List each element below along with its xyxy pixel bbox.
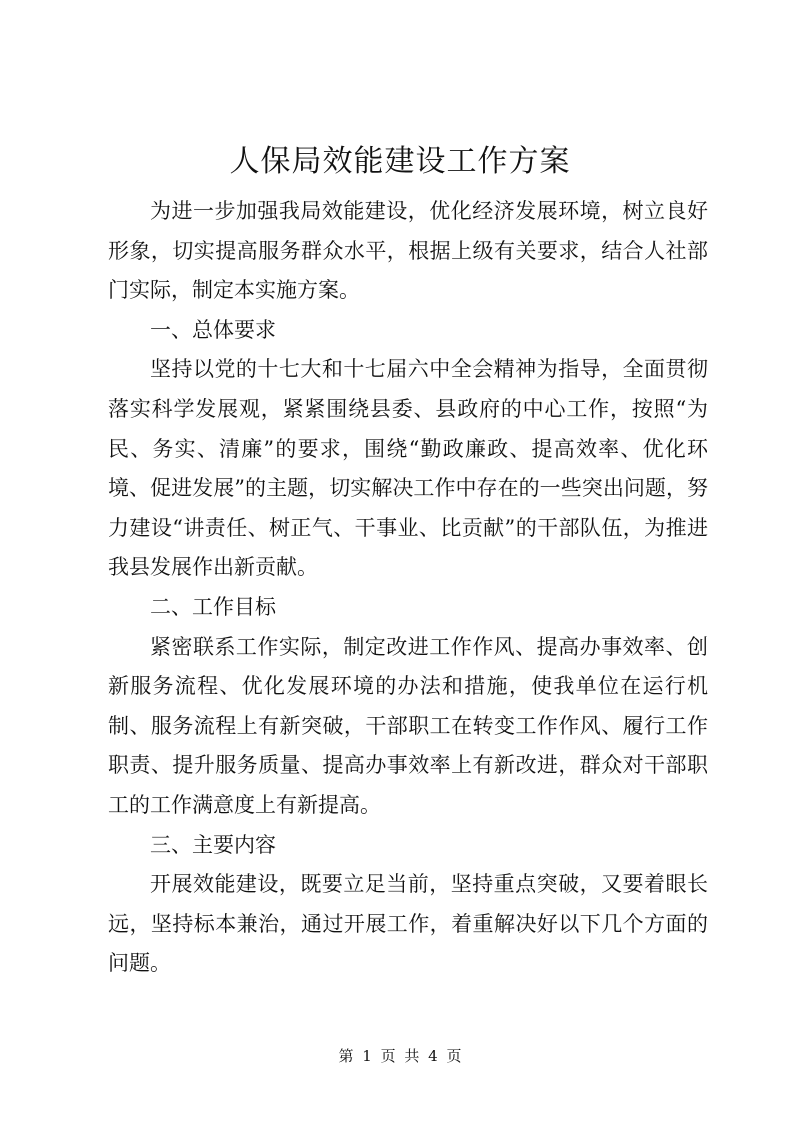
section-heading-general-requirements: 一、总体要求 bbox=[150, 317, 276, 342]
paragraph-intro: 为进一步加强我局效能建设，优化经济发展环境，树立良好形象，切实提高服务群众水平，根据上级有关要求，结合人社部门实际，制定本实施方案。 bbox=[108, 199, 708, 303]
paragraph-work-goals: 紧密联系工作实际，制定改进工作作风、提高办事效率、创新服务流程、优化发展环境的办法和措施，使我单位在运行机制、服务流程上有新突破，干部职工在转变工作作风、履行工作职责、提升服务质量、提高办事效率上有新改进，群众对干部职工的工作满意度上有新提高。 bbox=[108, 634, 708, 817]
document-title: 人保局效能建设工作方案 bbox=[229, 144, 571, 179]
paragraph-general-requirements: 坚持以党的十七大和十七届六中全会精神为指导，全面贯彻落实科学发展观，紧紧围绕县委、县政府的中心工作，按照“为民、务实、清廉”的要求，围绕“勤政廉政、提高效率、优化环境、促进发展”的主题，切实解决工作中存在的一些突出问题，努力建设“讲责任、树正气、干事业、比贡献”的干部队伍，为推进我县发展作出新贡献。 bbox=[108, 357, 708, 580]
page-number-footer: 第 1 页 共 4 页 bbox=[338, 1047, 462, 1065]
document-body bbox=[108, 192, 708, 984]
paragraph-main-content: 开展效能建设，既要立足当前，坚持重点突破，又要着眼长远，坚持标本兼治，通过开展工作，着重解决好以下几个方面的问题。 bbox=[108, 872, 708, 976]
section-heading-work-goals: 二、工作目标 bbox=[150, 594, 276, 619]
section-heading-main-content: 三、主要内容 bbox=[150, 832, 276, 857]
